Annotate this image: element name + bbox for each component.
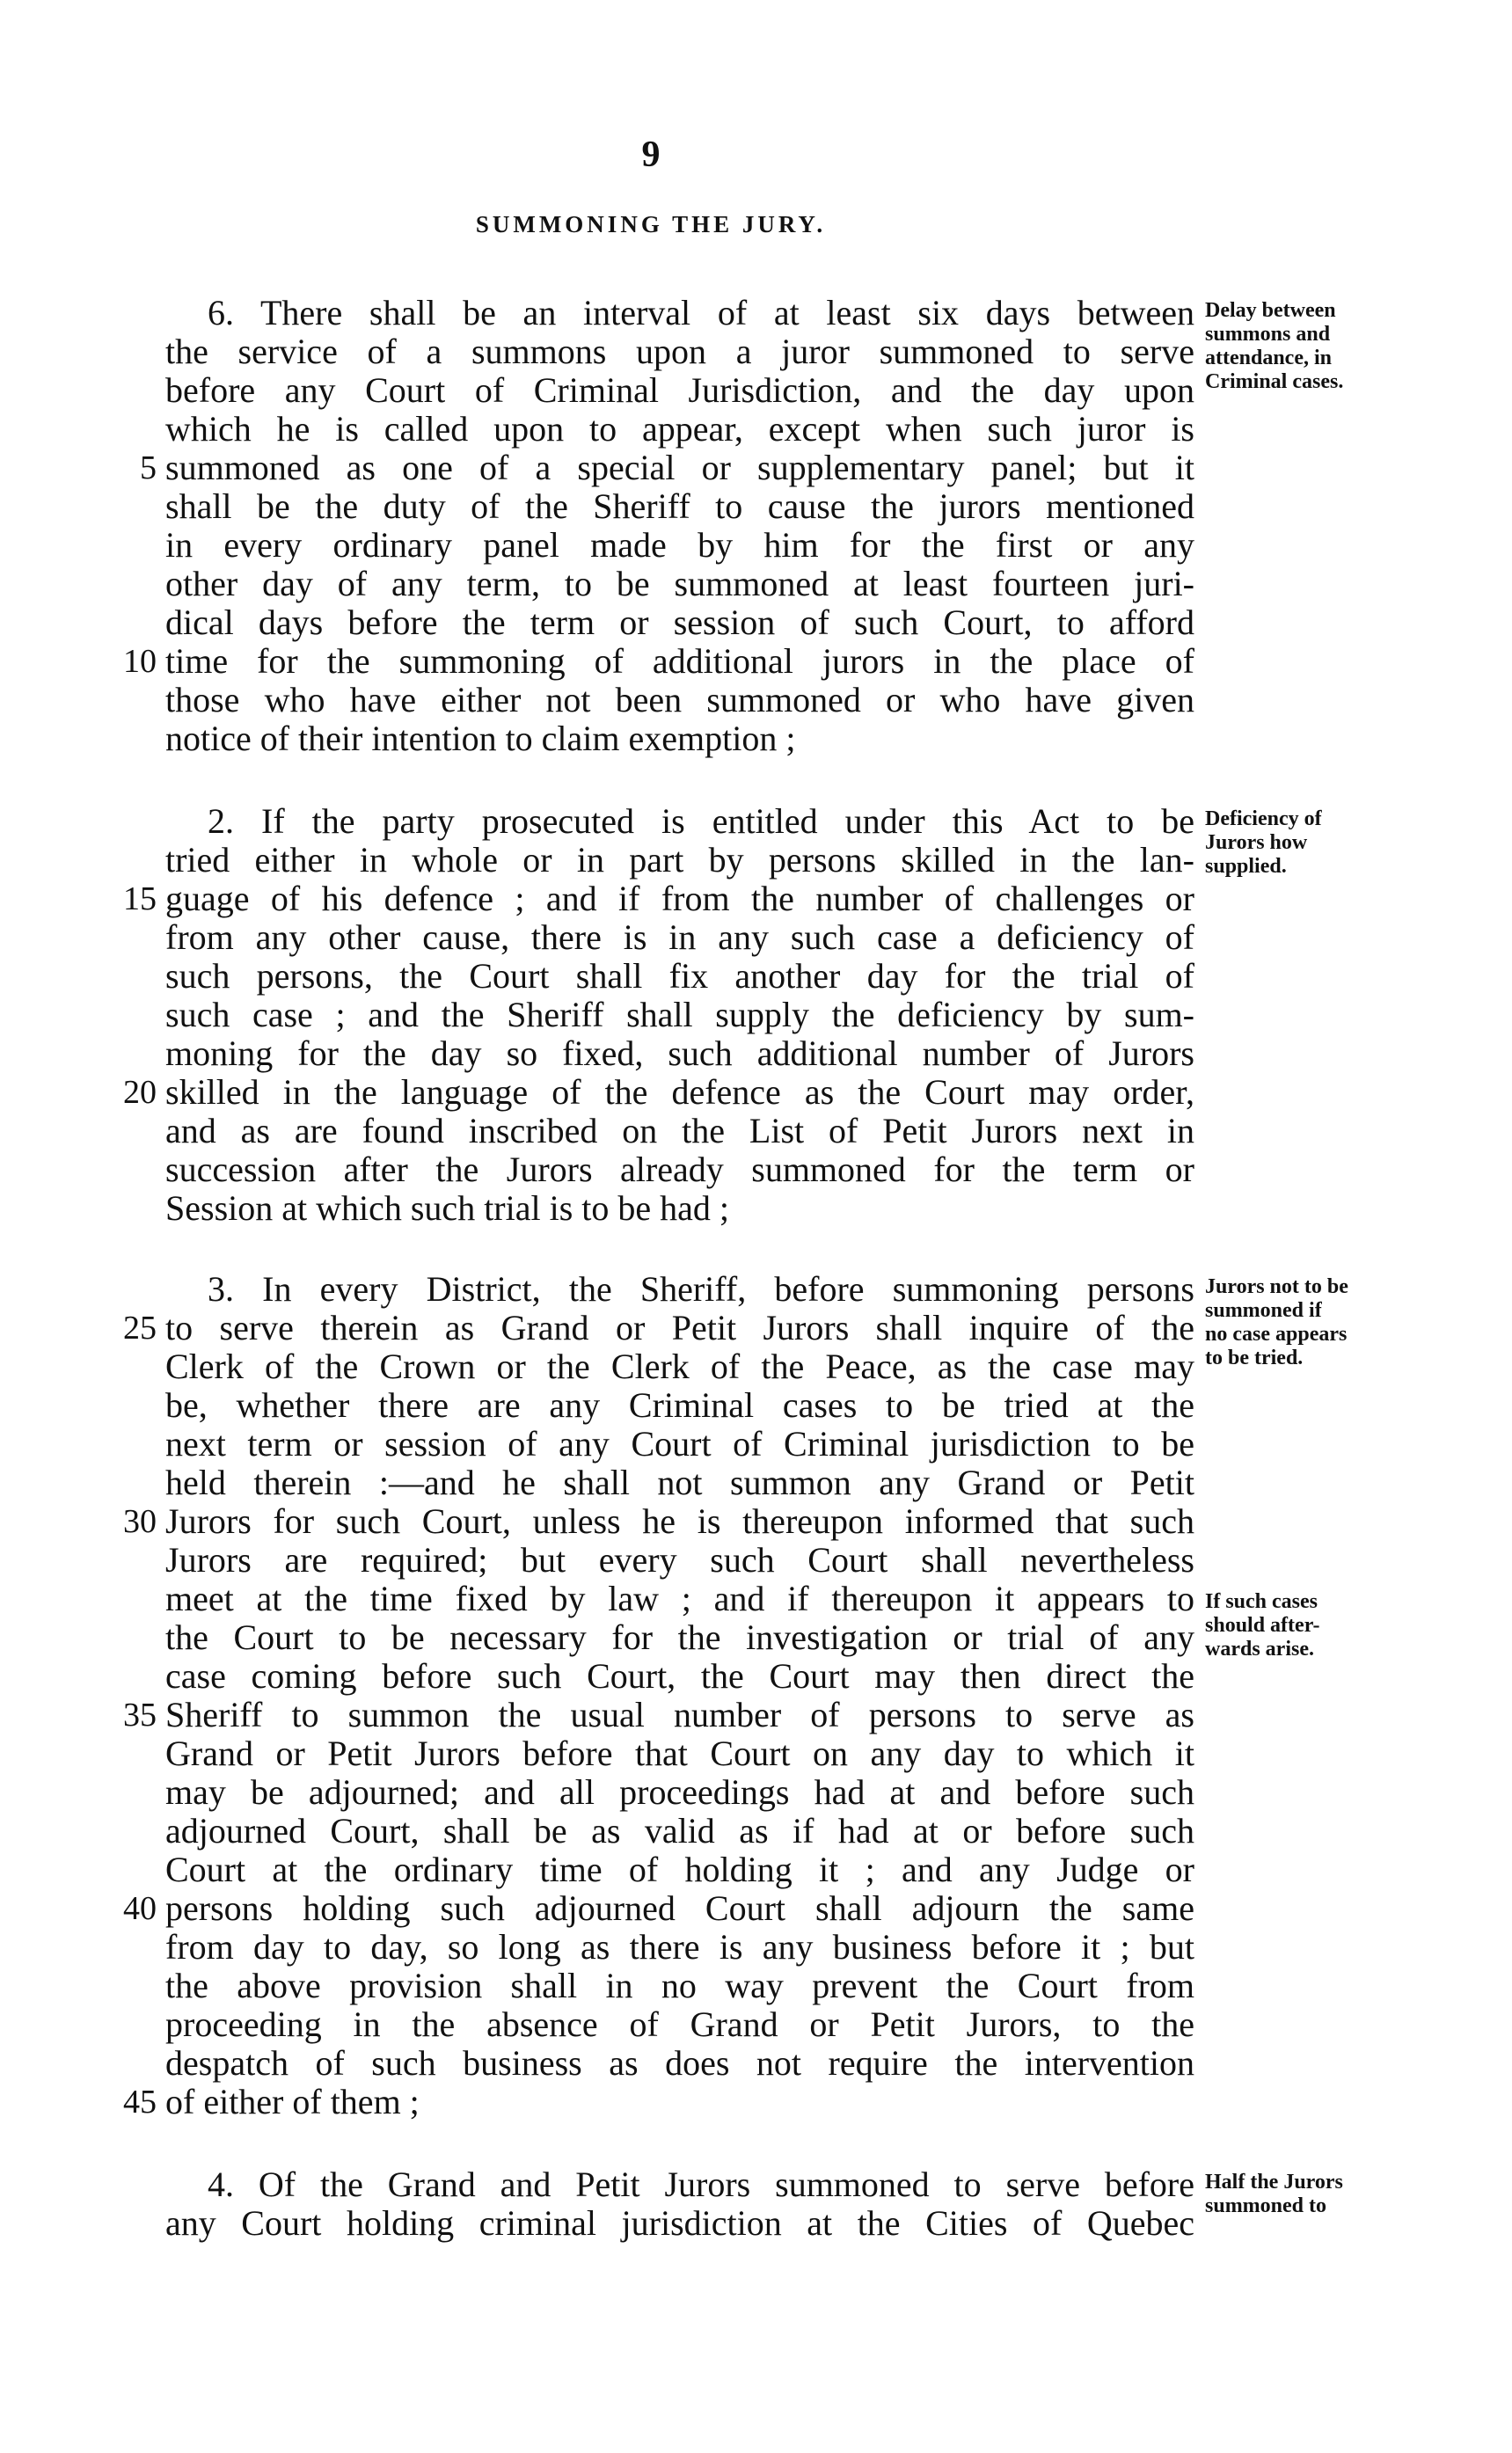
text-line xyxy=(165,294,1194,332)
margin-note-s2 xyxy=(1205,807,1409,879)
line-text: the Court to be necessary for the investigation or trial of any xyxy=(165,1618,1194,1657)
line-text: case coming before such Court, the Court may then direct the xyxy=(165,1657,1194,1696)
margin-note-if-such-cases xyxy=(1205,1590,1409,1661)
line-text: Jurors are required; but every such Court shall nevertheless xyxy=(165,1541,1194,1580)
line-text: the service of a summons upon a juror summoned to serve xyxy=(165,332,1194,371)
text-line xyxy=(123,880,1194,918)
line-number: 25 xyxy=(123,1310,157,1347)
text-line xyxy=(165,1189,1194,1228)
text-line xyxy=(165,371,1194,410)
text-line xyxy=(123,1309,1194,1347)
line-text: such persons, the Court shall fix another day for the trial of xyxy=(165,957,1194,996)
margin-note-s6 xyxy=(1205,299,1409,394)
page-number: 9 xyxy=(641,135,661,175)
line-text: meet at the time fixed by law ; and if thereupon it appears to xyxy=(165,1580,1194,1618)
text-line xyxy=(165,1541,1194,1580)
line-text: be, whether there are any Criminal cases to be tried at the xyxy=(165,1386,1194,1425)
text-line xyxy=(165,526,1194,565)
text-line xyxy=(165,1734,1194,1773)
line-text: tried either in whole or in part by persons skilled in the lan- xyxy=(165,841,1194,880)
margin-note-line: to be tried. xyxy=(1205,1347,1304,1369)
line-text: those who have either not been summoned or who have given xyxy=(165,681,1194,719)
text-line xyxy=(123,1696,1194,1734)
paragraph-s3 xyxy=(123,1270,1194,2121)
paragraph-s4 xyxy=(165,2165,1194,2243)
margin-note-line: attendance, in xyxy=(1205,347,1332,369)
running-head: SUMMONING THE JURY. xyxy=(475,211,827,237)
text-line xyxy=(165,603,1194,642)
line-number: 45 xyxy=(123,2084,157,2121)
line-text: skilled in the language of the defence as the Court may order, xyxy=(165,1073,1194,1112)
line-text: proceeding in the absence of Grand or Petit Jurors, to the xyxy=(165,2005,1194,2044)
text-line xyxy=(165,2204,1194,2243)
line-text: adjourned Court, shall be as valid as if had at or before such xyxy=(165,1812,1194,1851)
line-text: in every ordinary panel made by him for the first or any xyxy=(165,526,1194,565)
line-text: shall be the duty of the Sheriff to cause the jurors mentioned xyxy=(165,487,1194,526)
margin-note-line: summoned to xyxy=(1205,2194,1327,2217)
text-line xyxy=(165,1270,1194,1309)
line-number: 30 xyxy=(123,1503,157,1540)
line-text: dical days before the term or session of such Court, to afford xyxy=(165,603,1194,642)
text-line xyxy=(165,1773,1194,1812)
text-line xyxy=(165,1347,1194,1386)
text-line xyxy=(165,1967,1194,2005)
margin-note-line: summoned if xyxy=(1205,1299,1322,1322)
text-line xyxy=(165,1580,1194,1618)
margin-note-s3 xyxy=(1205,1275,1409,1370)
margin-note-line: Criminal cases. xyxy=(1205,370,1344,393)
text-line xyxy=(165,410,1194,449)
margin-note-line: Jurors how xyxy=(1205,831,1308,854)
margin-note-line: summons and xyxy=(1205,323,1331,346)
line-text: 2. If the party prosecuted is entitled under this Act to be xyxy=(208,802,1194,841)
text-line xyxy=(165,1928,1194,1967)
text-line xyxy=(140,449,1194,487)
line-number: 20 xyxy=(123,1074,157,1111)
line-text: held therein :—and he shall not summon any Grand or Petit xyxy=(165,1464,1194,1502)
margin-note-line: Deficiency of xyxy=(1205,807,1322,830)
line-text: Court at the ordinary time of holding it ; and any Judge or xyxy=(165,1851,1194,1889)
text-line xyxy=(165,1150,1194,1189)
text-line xyxy=(165,2044,1194,2083)
margin-note-line: should after- xyxy=(1205,1614,1320,1637)
line-text: 3. In every District, the Sheriff, before summoning persons xyxy=(208,1270,1194,1309)
text-line xyxy=(165,1464,1194,1502)
text-line xyxy=(165,681,1194,719)
line-number: 5 xyxy=(140,449,157,486)
text-line xyxy=(123,2083,1194,2121)
line-text: such case ; and the Sheriff shall supply the deficiency by sum- xyxy=(165,996,1194,1034)
line-text: 4. Of the Grand and Petit Jurors summoned to serve before xyxy=(208,2165,1194,2204)
text-line xyxy=(165,996,1194,1034)
text-line xyxy=(165,1425,1194,1464)
line-text: from any other cause, there is in any such case a deficiency of xyxy=(165,918,1194,957)
text-line xyxy=(165,1112,1194,1150)
line-text: despatch of such business as does not require the intervention xyxy=(165,2044,1194,2083)
line-text: Sheriff to summon the usual number of persons to serve as xyxy=(165,1696,1194,1734)
line-text: succession after the Jurors already summoned for the term or xyxy=(165,1150,1194,1189)
line-text: 6. There shall be an interval of at least six days between xyxy=(208,294,1194,332)
line-text: next term or session of any Court of Criminal jurisdiction to be xyxy=(165,1425,1194,1464)
line-text: to serve therein as Grand or Petit Jurors shall inquire of the xyxy=(165,1309,1194,1347)
text-line xyxy=(165,1657,1194,1696)
text-line xyxy=(123,642,1194,681)
text-line xyxy=(165,841,1194,880)
text-line xyxy=(123,1073,1194,1112)
line-text: moning for the day so fixed, such additional number of Jurors xyxy=(165,1034,1194,1073)
line-number: 35 xyxy=(123,1697,157,1734)
line-text: may be adjourned; and all proceedings had at and before such xyxy=(165,1773,1194,1812)
line-text: from day to day, so long as there is any business before it ; but xyxy=(165,1928,1194,1967)
line-text: Session at which such trial is to be had ; xyxy=(165,1189,730,1228)
line-text: summoned as one of a special or supplementary panel; but it xyxy=(165,449,1194,487)
margin-note-s4 xyxy=(1205,2171,1409,2218)
line-text: and as are found inscribed on the List of Petit Jurors next in xyxy=(165,1112,1194,1150)
line-text: Clerk of the Crown or the Clerk of the Peace, as the case may xyxy=(165,1347,1194,1386)
text-line xyxy=(165,487,1194,526)
text-line xyxy=(165,918,1194,957)
text-line xyxy=(165,2005,1194,2044)
text-line xyxy=(165,957,1194,996)
line-text: any Court holding criminal jurisdiction at the Cities of Quebec xyxy=(165,2204,1194,2243)
text-line xyxy=(165,2165,1194,2204)
line-text: Grand or Petit Jurors before that Court on any day to which it xyxy=(165,1734,1194,1773)
line-number: 40 xyxy=(123,1890,157,1927)
margin-note-line: no case appears xyxy=(1205,1323,1348,1346)
line-number: 10 xyxy=(123,643,157,680)
line-text: the above provision shall in no way prevent the Court from xyxy=(165,1967,1194,2005)
text-line xyxy=(165,1386,1194,1425)
line-text: persons holding such adjourned Court shall adjourn the same xyxy=(165,1889,1194,1928)
text-line xyxy=(165,1618,1194,1657)
text-line xyxy=(123,1889,1194,1928)
line-text: time for the summoning of additional jurors in the place of xyxy=(165,642,1194,681)
margin-note-line: wards arise. xyxy=(1205,1638,1314,1661)
text-line xyxy=(165,1812,1194,1851)
text-line xyxy=(165,332,1194,371)
line-text: Jurors for such Court, unless he is thereupon informed that such xyxy=(165,1502,1194,1541)
line-number: 15 xyxy=(123,880,157,917)
line-text: other day of any term, to be summoned at least fourteen juri- xyxy=(165,565,1194,603)
text-line xyxy=(165,802,1194,841)
margin-note-line: Jurors not to be xyxy=(1205,1275,1348,1298)
text-line xyxy=(123,1502,1194,1541)
text-line xyxy=(165,1851,1194,1889)
margin-note-line: Half the Jurors xyxy=(1205,2171,1343,2194)
paragraph-s2 xyxy=(123,802,1194,1228)
line-text: guage of his defence ; and if from the number of challenges or xyxy=(165,880,1194,918)
line-text: notice of their intention to claim exemption ; xyxy=(165,719,796,758)
paragraph-s6 xyxy=(123,294,1194,758)
text-line xyxy=(165,565,1194,603)
margin-note-line: supplied. xyxy=(1205,855,1287,878)
text-line xyxy=(165,1034,1194,1073)
line-text: before any Court of Criminal Jurisdiction, and the day upon xyxy=(165,371,1194,410)
margin-note-line: Delay between xyxy=(1205,299,1336,322)
text-line xyxy=(165,719,1194,758)
margin-note-line: If such cases xyxy=(1205,1590,1318,1613)
line-text: of either of them ; xyxy=(165,2083,420,2121)
line-text: which he is called upon to appear, except when such juror is xyxy=(165,410,1194,449)
